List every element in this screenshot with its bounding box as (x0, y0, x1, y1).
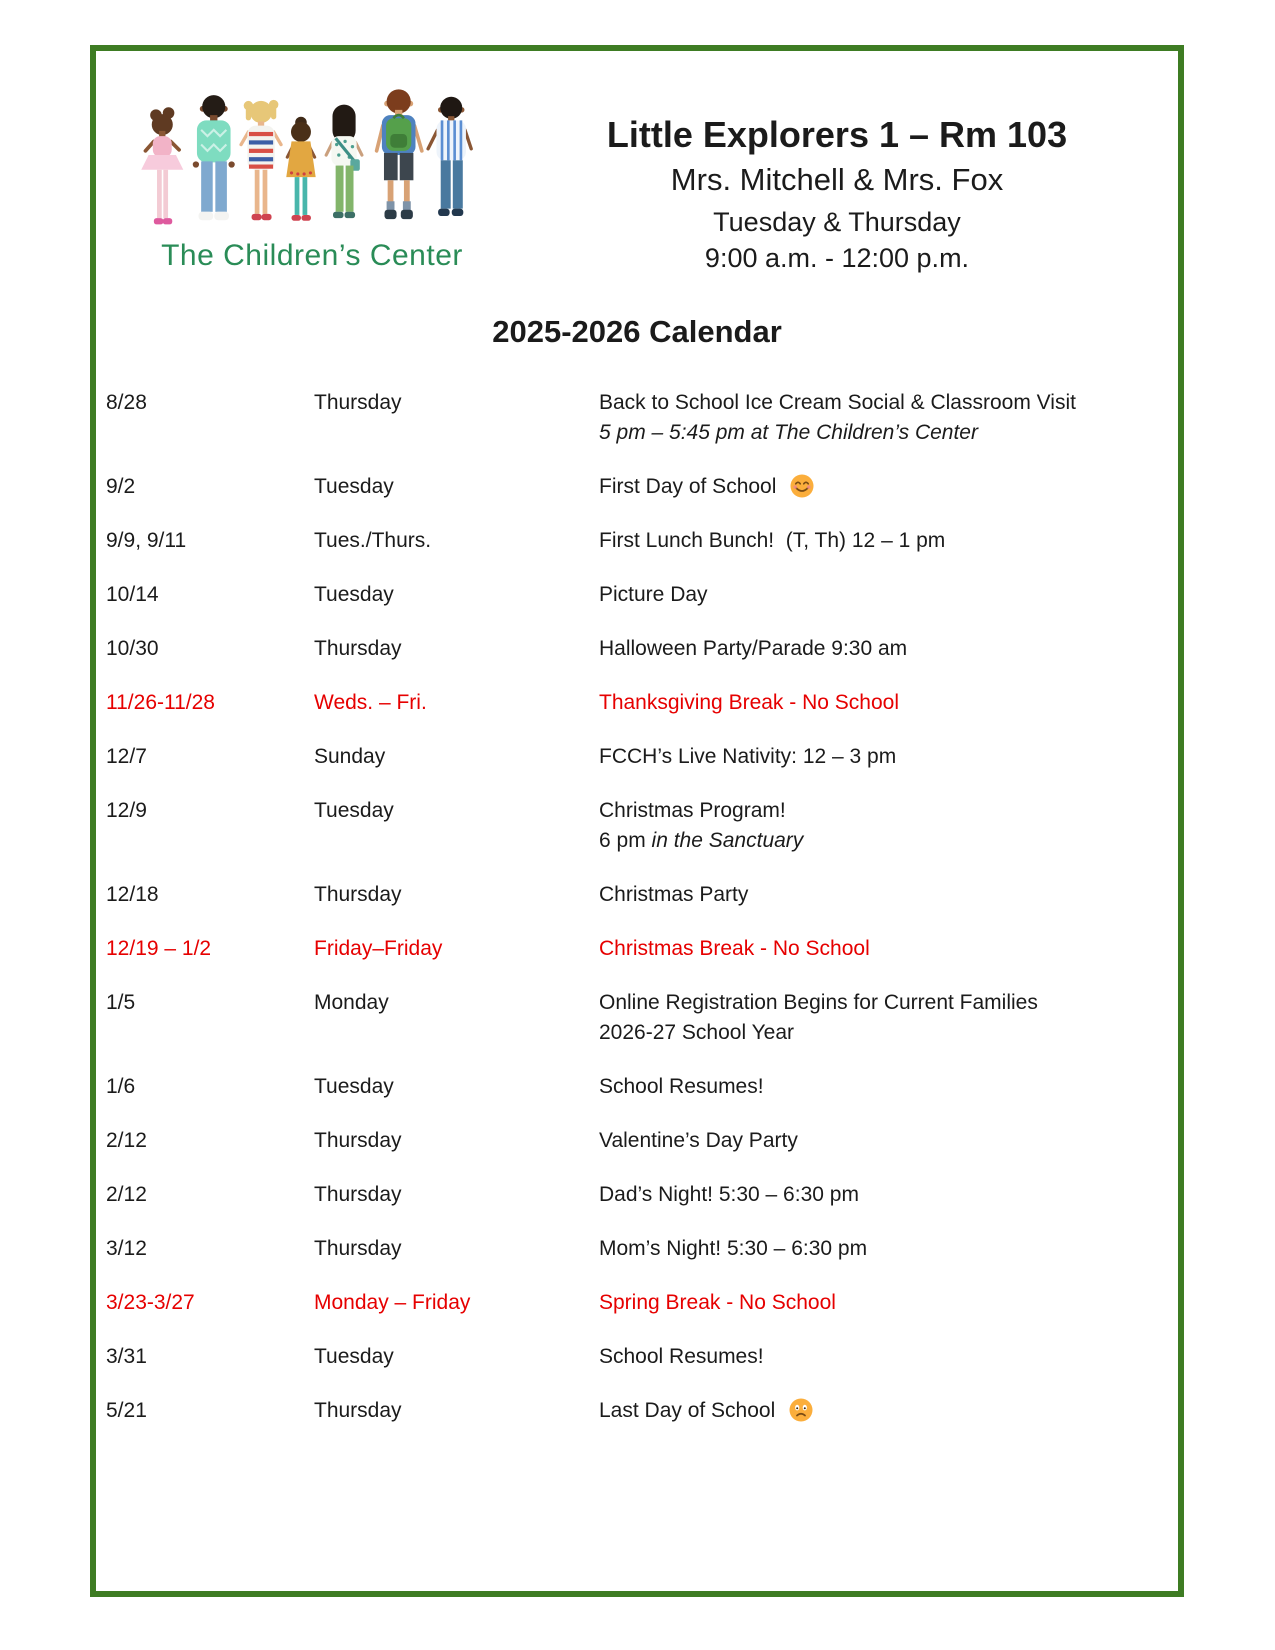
row-date: 9/2 (106, 474, 136, 498)
class-days: Tuesday & Thursday (713, 206, 961, 237)
row-day: Weds. – Fri. (314, 690, 427, 714)
event-line (599, 934, 1162, 964)
row-day: Thursday (314, 1398, 402, 1422)
calendar-row (106, 934, 1162, 964)
event-text: FCCH’s Live Nativity: 12 – 3 pm (599, 744, 897, 768)
calendar-row (106, 742, 1162, 772)
row-event (599, 388, 1162, 448)
event-line (599, 742, 1162, 772)
row-day: Monday (314, 990, 389, 1014)
row-date: 12/18 (106, 882, 159, 906)
row-event (599, 880, 1162, 910)
row-event (599, 634, 1162, 664)
row-day: Thursday (314, 1128, 402, 1152)
event-line (599, 880, 1162, 910)
event-text: Picture Day (599, 582, 708, 606)
event-text: 2026-27 School Year (599, 1020, 794, 1044)
row-event (599, 688, 1162, 718)
event-text: Dad’s Night! 5:30 – 6:30 pm (599, 1182, 859, 1206)
class-info (508, 75, 1166, 274)
row-date: 12/7 (106, 744, 147, 768)
row-event (599, 472, 1162, 502)
event-line (599, 826, 1162, 856)
calendar-row (106, 796, 1162, 856)
event-line (599, 418, 1162, 448)
event-line (599, 1180, 1162, 1210)
event-text: Last Day of School (599, 1398, 782, 1422)
calendar-row (106, 1234, 1162, 1264)
row-date: 10/30 (106, 636, 159, 660)
event-line (599, 988, 1162, 1018)
calendar-row (106, 1396, 1162, 1426)
smiling-face-emoji-icon (789, 473, 815, 499)
row-day: Thursday (314, 882, 402, 906)
row-date: 8/28 (106, 390, 147, 414)
row-date: 2/12 (106, 1128, 147, 1152)
logo-caption: The Children’s Center (161, 239, 463, 272)
calendar-row (106, 1180, 1162, 1210)
event-line (599, 796, 1162, 826)
row-date: 12/9 (106, 798, 147, 822)
row-event (599, 580, 1162, 610)
row-date: 3/31 (106, 1344, 147, 1368)
event-text: Christmas Program! (599, 798, 786, 822)
row-event (599, 988, 1162, 1048)
row-date: 3/23-3/27 (106, 1290, 195, 1314)
row-event (599, 1234, 1162, 1264)
child-mint-sweater (193, 95, 235, 220)
row-date: 9/9, 9/11 (106, 528, 187, 552)
row-event (599, 1396, 1162, 1426)
event-text: Valentine’s Day Party (599, 1128, 798, 1152)
row-date: 12/19 – 1/2 (106, 936, 212, 960)
calendar-rows (96, 388, 1178, 1426)
calendar-row (106, 880, 1162, 910)
event-line (599, 634, 1162, 664)
document-header (96, 51, 1178, 274)
child-striped-dress (241, 100, 281, 220)
document-page-border (90, 45, 1184, 1597)
event-text: Christmas Party (599, 882, 749, 906)
calendar-row (106, 988, 1162, 1048)
row-day: Tuesday (314, 1074, 394, 1098)
event-line (599, 580, 1162, 610)
event-line (599, 472, 1162, 502)
row-event (599, 934, 1162, 964)
row-day: Tuesday (314, 798, 394, 822)
row-day: Thursday (314, 390, 402, 414)
calendar-row (106, 472, 1162, 502)
event-text: Back to School Ice Cream Social & Classroom Visit (599, 390, 1076, 414)
calendar-row (106, 1126, 1162, 1156)
row-date: 1/5 (106, 990, 136, 1014)
calendar-row (106, 1288, 1162, 1318)
class-title: Little Explorers 1 – Rm 103 (606, 114, 1068, 155)
calendar-row (106, 580, 1162, 610)
row-event (599, 1180, 1162, 1210)
event-line (599, 1072, 1162, 1102)
event-line (599, 388, 1162, 418)
class-teachers: Mrs. Mitchell & Mrs. Fox (670, 161, 1004, 197)
calendar-row (106, 1072, 1162, 1102)
event-text: Halloween Party/Parade 9:30 am (599, 636, 908, 660)
children-illustration (136, 75, 488, 233)
row-date: 10/14 (106, 582, 159, 606)
row-day: Thursday (314, 1236, 402, 1260)
event-text: Spring Break - No School (599, 1290, 836, 1314)
calendar-row (106, 1342, 1162, 1372)
event-text: Thanksgiving Break - No School (599, 690, 899, 714)
calendar-title: 2025-2026 Calendar (492, 313, 782, 349)
row-date: 3/12 (106, 1236, 147, 1260)
event-text: First Lunch Bunch! (T, Th) 12 – 1 pm (599, 528, 946, 552)
row-event (599, 796, 1162, 856)
event-text: Online Registration Begins for Current Families (599, 990, 1038, 1014)
row-day: Monday – Friday (314, 1290, 471, 1314)
event-text-italic: in the Sanctuary (651, 828, 804, 852)
row-event (599, 1342, 1162, 1372)
row-day: Tues./Thurs. (314, 528, 432, 552)
event-line (599, 526, 1162, 556)
row-date: 2/12 (106, 1182, 147, 1206)
child-mustard-dress (286, 117, 315, 221)
event-line (599, 1288, 1162, 1318)
row-date: 1/6 (106, 1074, 136, 1098)
row-day: Thursday (314, 1182, 402, 1206)
row-day: Tuesday (314, 582, 394, 606)
event-line (599, 1396, 1162, 1426)
calendar-row (106, 688, 1162, 718)
event-line (599, 1018, 1162, 1048)
row-day: Friday–Friday (314, 936, 443, 960)
calendar-row (106, 388, 1162, 448)
child-floral-top (326, 105, 362, 218)
event-text: Christmas Break - No School (599, 936, 870, 960)
event-text: 6 pm (599, 828, 652, 852)
row-event (599, 742, 1162, 772)
row-day: Tuesday (314, 474, 394, 498)
event-line (599, 1234, 1162, 1264)
row-date: 11/26-11/28 (106, 690, 215, 714)
child-striped-shirt (428, 97, 471, 216)
row-day: Tuesday (314, 1344, 394, 1368)
event-text: School Resumes! (599, 1074, 764, 1098)
row-event (599, 1072, 1162, 1102)
row-event (599, 1126, 1162, 1156)
row-date: 5/21 (106, 1398, 147, 1422)
child-ballerina (141, 107, 183, 224)
event-line (599, 1342, 1162, 1372)
row-event (599, 526, 1162, 556)
event-text: School Resumes! (599, 1344, 764, 1368)
school-logo (116, 75, 508, 274)
event-text: Mom’s Night! 5:30 – 6:30 pm (599, 1236, 868, 1260)
event-text-italic: 5 pm – 5:45 pm at The Children’s Center (599, 420, 978, 444)
class-hours: 9:00 a.m. - 12:00 p.m. (704, 242, 970, 273)
frowning-face-emoji-icon (788, 1397, 814, 1423)
event-line (599, 688, 1162, 718)
row-event (599, 1288, 1162, 1318)
row-day: Thursday (314, 636, 402, 660)
row-day: Sunday (314, 744, 386, 768)
event-line (599, 1126, 1162, 1156)
calendar-row (106, 526, 1162, 556)
calendar-row (106, 634, 1162, 664)
event-text: First Day of School (599, 474, 783, 498)
child-backpack (377, 89, 422, 219)
